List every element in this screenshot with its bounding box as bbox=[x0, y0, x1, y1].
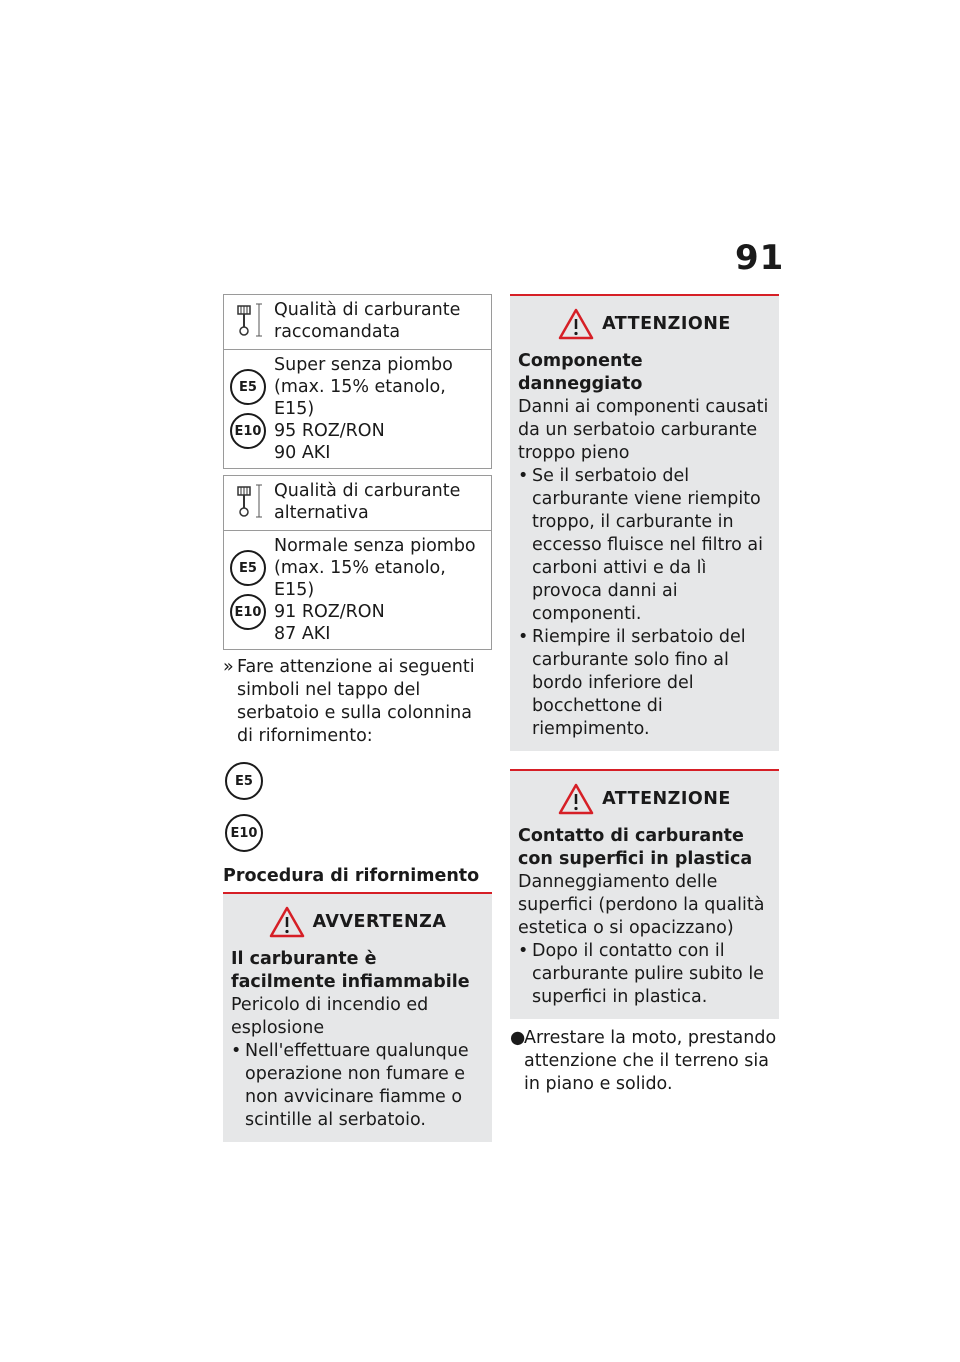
e10-badge: E10 bbox=[230, 594, 266, 630]
e5-badge: E5 bbox=[230, 550, 266, 586]
fuel-table-alternative bbox=[223, 475, 492, 650]
caution-box-overfill bbox=[510, 294, 779, 751]
fuel-spec-line: E15) bbox=[274, 580, 315, 600]
warning-triangle-icon bbox=[269, 906, 305, 938]
fuel-pump-icon bbox=[232, 481, 264, 525]
warning-triangle-icon bbox=[558, 308, 594, 340]
caution-bullet-text: Riempire il serbatoio del carburante solo fino al bordo inferiore del bocchettone di riempimento. bbox=[532, 627, 746, 739]
left-column bbox=[223, 294, 492, 1142]
caution-bullet: • Riempire il serbatoio del carburante solo fino al bordo inferiore del bocchettone di riempimento. bbox=[518, 626, 771, 741]
fuel-spec-line: 87 AKI bbox=[274, 624, 331, 644]
warning-subtitle: Il carburante è facilmente infiammabile bbox=[231, 949, 470, 992]
fuel-pump-icon bbox=[232, 300, 264, 344]
fuel-spec-line: Normale senza piombo bbox=[274, 536, 476, 556]
e10-badge: E10 bbox=[230, 413, 266, 449]
caution-subtitle: Componente danneggiato bbox=[518, 351, 643, 394]
step-text: Arrestare la moto, prestando attenzione che il terreno sia in piano e solido. bbox=[524, 1028, 777, 1094]
caution-bullet: • Se il serbatoio del carburante viene riempito troppo, il carburante in eccesso fluisce nel filtro ai carboni attivi e da lì provoca danni ai componenti. bbox=[518, 465, 771, 626]
instruction-item bbox=[223, 656, 492, 748]
caution-bullet-text: Se il serbatoio del carburante viene riempito troppo, il carburante in eccesso fluisce nel filtro ai carboni attivi e da lì provoca danni ai componenti. bbox=[532, 466, 764, 624]
instruction-marker: » bbox=[223, 657, 234, 677]
warning-title: AVVERTENZA bbox=[312, 911, 447, 932]
page-number: 91 bbox=[735, 238, 785, 278]
warning-description: Pericolo di incendio ed esplosione bbox=[231, 995, 429, 1038]
symbol-list bbox=[225, 762, 492, 852]
fuel-spec-line: Super senza piombo bbox=[274, 355, 453, 375]
fuel-table-recommended bbox=[223, 294, 492, 469]
fuel-spec-line: E15) bbox=[274, 399, 315, 419]
fuel-quality-header: Qualità di carburante alternativa bbox=[274, 481, 461, 523]
fuel-spec-line: (max. 15% etanolo, bbox=[274, 558, 446, 578]
e5-badge: E5 bbox=[230, 369, 266, 405]
warning-bullet-text: Nell'effettuare qualunque operazione non fumare e non avvicinare fiamme o scintille al serbatoio. bbox=[245, 1041, 469, 1130]
caution-box-plastic bbox=[510, 769, 779, 1019]
step-marker: ● bbox=[510, 1028, 526, 1048]
right-column bbox=[510, 294, 779, 1096]
caution-subtitle: Contatto di carburante con superfici in plastica bbox=[518, 826, 753, 869]
fuel-spec-line: 95 ROZ/RON bbox=[274, 421, 385, 441]
warning-triangle-icon bbox=[558, 783, 594, 815]
fuel-spec-line: 90 AKI bbox=[274, 443, 331, 463]
fuel-table-header bbox=[224, 295, 491, 350]
warning-box-fire bbox=[223, 892, 492, 1142]
caution-title: ATTENZIONE bbox=[602, 313, 731, 334]
fuel-spec-row bbox=[224, 350, 491, 468]
section-title: Procedura di rifornimento bbox=[223, 866, 480, 886]
fuel-quality-header: Qualità di carburante raccomandata bbox=[274, 300, 461, 342]
instruction-text: Fare attenzione ai seguenti simboli nel tappo del serbatoio e sulla colonnina di rifornimento: bbox=[237, 657, 475, 746]
e5-symbol: E5 bbox=[225, 762, 263, 800]
caution-bullet-text: Dopo il contatto con il carburante pulire subito le superfici in plastica. bbox=[532, 941, 764, 1007]
caution-bullet: • Dopo il contatto con il carburante pulire subito le superfici in plastica. bbox=[518, 940, 771, 1009]
fuel-table-header bbox=[224, 476, 491, 531]
caution-description: Danneggiamento delle superfici (perdono la qualità estetica o si opacizzano) bbox=[518, 872, 765, 938]
fuel-spec-line: (max. 15% etanolo, bbox=[274, 377, 446, 397]
e10-symbol: E10 bbox=[225, 814, 263, 852]
step-item bbox=[510, 1027, 779, 1096]
warning-bullet: • Nell'effettuare qualunque operazione non fumare e non avvicinare fiamme o scintille al serbatoio. bbox=[231, 1040, 484, 1132]
fuel-spec-line: 91 ROZ/RON bbox=[274, 602, 385, 622]
caution-title: ATTENZIONE bbox=[602, 788, 731, 809]
caution-description: Danni ai componenti causati da un serbatoio carburante troppo pieno bbox=[518, 397, 769, 463]
fuel-spec-row bbox=[224, 531, 491, 649]
